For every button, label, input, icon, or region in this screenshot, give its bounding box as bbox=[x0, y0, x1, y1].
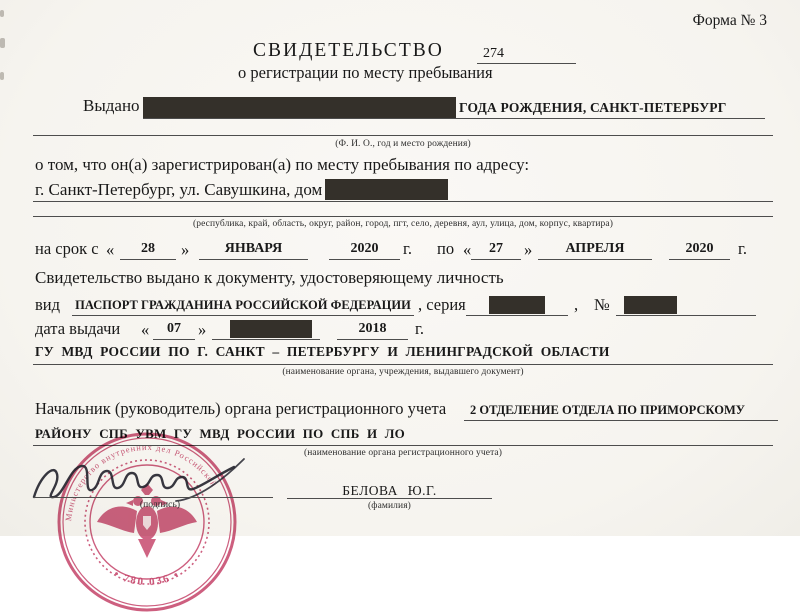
quote-open: « bbox=[463, 240, 472, 259]
issuer-value: ГУ МВД РОССИИ ПО Г. САНКТ – ПЕТЕРБУРГУ И ЛЕНИНГРАДСКОЙ ОБЛАСТИ bbox=[35, 344, 610, 359]
authority-caption: (наименование органа регистрационного учета) bbox=[303, 448, 503, 458]
address-caption: (республика, край, область, округ, район, город, пгт, село, деревня, аул, улица, дом, корпус, квартира) bbox=[192, 219, 613, 229]
term-year-from: 2020 bbox=[329, 239, 400, 260]
issuer-line bbox=[33, 343, 773, 365]
address-extra-line bbox=[33, 216, 773, 217]
series-slot bbox=[466, 295, 568, 316]
document-title: СВИДЕТЕЛЬСТВО bbox=[253, 40, 444, 61]
stamp-number-holder bbox=[112, 568, 183, 588]
redaction-bar-number bbox=[624, 296, 677, 314]
term-to-label: по bbox=[437, 239, 455, 258]
quote-open: « bbox=[106, 240, 115, 259]
term-month-from: ЯНВАРЯ bbox=[199, 239, 308, 260]
fio-caption: (Ф. И. О., год и место рождения) bbox=[335, 139, 471, 149]
issue-year: 2018 bbox=[337, 319, 408, 340]
kind-value: ПАСПОРТ ГРАЖДАНИНА РОССИЙСКОЙ ФЕДЕРАЦИИ bbox=[72, 295, 414, 316]
term-row bbox=[0, 239, 800, 261]
scan-artifact bbox=[0, 10, 4, 17]
authority-value-line1: 2 ОТДЕЛЕНИЕ ОТДЕЛА ПО ПРИМОРСКОМУ bbox=[464, 400, 778, 421]
registration-intro: о том, что он(а) зарегистрирован(а) по месту пребывания по адресу: bbox=[35, 155, 530, 174]
document-subtitle: о регистрации по месту пребывания bbox=[238, 63, 493, 82]
scan-artifact bbox=[0, 38, 5, 48]
year-suffix: г. bbox=[403, 239, 413, 258]
identity-intro: Свидетельство выдано к документу, удостоверяющему личность bbox=[35, 268, 504, 287]
number-label: № bbox=[594, 295, 610, 314]
year-suffix: г. bbox=[415, 319, 425, 338]
authority-label: Начальник (руководитель) органа регистрационного учета bbox=[35, 399, 447, 418]
term-day-to: 27 bbox=[471, 239, 521, 260]
kind-label: вид bbox=[35, 295, 61, 314]
name-caption: (фамилия) bbox=[368, 501, 411, 511]
issue-day: 07 bbox=[153, 319, 195, 340]
quote-close: » bbox=[181, 240, 190, 259]
issued-value-suffix: ГОДА РОЖДЕНИЯ, САНКТ-ПЕТЕРБУРГ bbox=[459, 100, 727, 115]
address-prefix: г. Санкт-Петербург, ул. Савушкина, дом bbox=[35, 180, 323, 200]
quote-open: « bbox=[141, 320, 150, 339]
form-number-label: Форма № 3 bbox=[692, 12, 767, 29]
redaction-bar-house bbox=[325, 179, 448, 200]
series-label: , серия bbox=[418, 295, 466, 314]
name-line bbox=[287, 498, 492, 499]
official-name: БЕЛОВА Ю.Г. bbox=[342, 483, 437, 498]
redaction-bar-series bbox=[489, 296, 545, 314]
term-month-to: АПРЕЛЯ bbox=[538, 239, 652, 260]
scan-artifact bbox=[0, 72, 4, 80]
address-line bbox=[33, 176, 773, 202]
term-day-from: 28 bbox=[120, 239, 176, 260]
fio-extra-line bbox=[33, 135, 773, 136]
authority-row bbox=[0, 399, 800, 422]
issue-date-row bbox=[0, 319, 800, 341]
term-year-to: 2020 bbox=[669, 239, 730, 260]
quote-close: » bbox=[524, 240, 533, 259]
issuer-caption: (наименование органа, учреждения, выдавшего документ) bbox=[282, 367, 524, 377]
quote-close: » bbox=[198, 320, 207, 339]
term-label: на срок с bbox=[35, 239, 99, 258]
stamp-number: • 780 036 • bbox=[111, 568, 183, 589]
number-slot bbox=[616, 295, 756, 316]
year-suffix: г. bbox=[738, 239, 748, 258]
certificate-number: 274 bbox=[477, 44, 576, 64]
issue-date-label: дата выдачи bbox=[35, 319, 121, 338]
identity-kind-row bbox=[0, 295, 800, 317]
issue-month-slot bbox=[212, 319, 320, 340]
redaction-bar-name bbox=[143, 97, 456, 118]
authority-value-line2: РАЙОНУ СПБ УВМ ГУ МВД РОССИИ ПО СПБ И ЛО bbox=[35, 426, 405, 441]
stamp-ring-text: Министерство внутренних дел Российской bbox=[63, 441, 220, 522]
signature-line bbox=[33, 497, 273, 498]
signature-caption: (подпись) bbox=[139, 500, 181, 510]
comma: , bbox=[574, 295, 579, 314]
issued-value-line bbox=[143, 94, 765, 119]
redaction-bar-issue-month bbox=[230, 320, 312, 338]
issued-label: Выдано bbox=[83, 96, 140, 115]
